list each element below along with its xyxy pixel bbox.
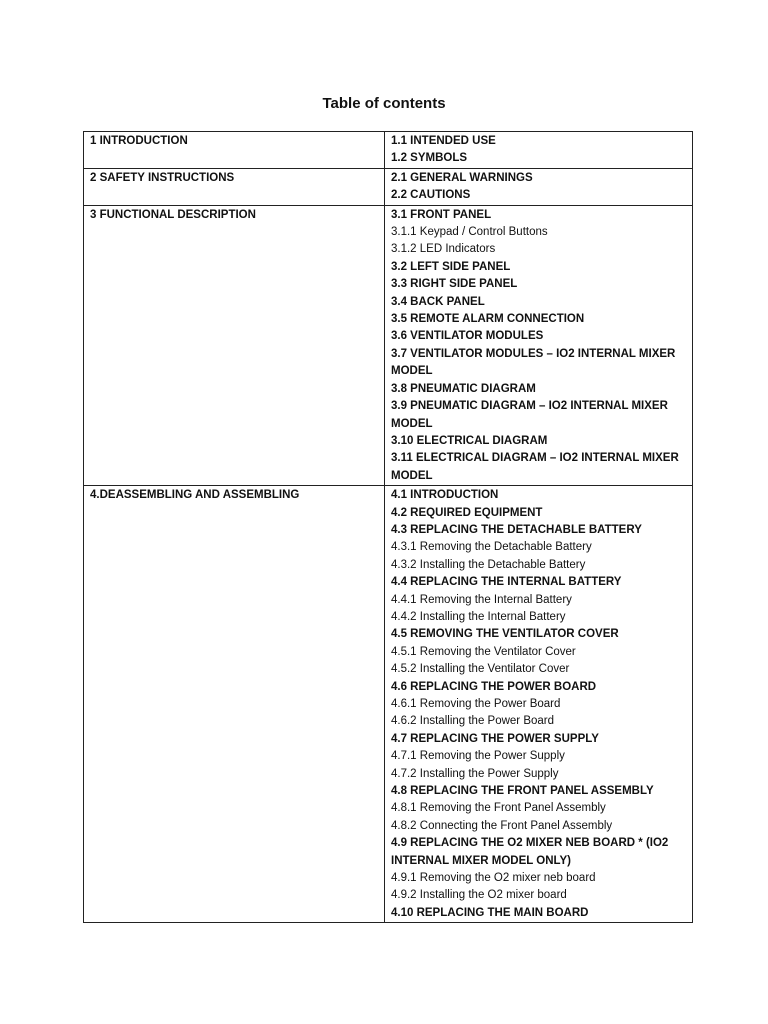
toc-table bbox=[83, 131, 693, 923]
toc-row bbox=[84, 132, 693, 169]
toc-entry: 4.4.1 Removing the Internal Battery bbox=[391, 593, 572, 606]
toc-entry: 2.1 GENERAL WARNINGS bbox=[391, 171, 533, 184]
toc-entry: 3.1 FRONT PANEL bbox=[391, 208, 492, 221]
toc-entry: 3.6 VENTILATOR MODULES bbox=[391, 330, 544, 343]
toc-entry: 4.8.1 Removing the Front Panel Assembly bbox=[391, 802, 606, 815]
toc-entry: 4.6.2 Installing the Power Board bbox=[391, 715, 555, 728]
toc-row bbox=[84, 486, 693, 923]
toc-section-heading: 3 FUNCTIONAL DESCRIPTION bbox=[84, 205, 385, 486]
page-title: Table of contents bbox=[322, 95, 446, 112]
toc-entry: 4.5.1 Removing the Ventilator Cover bbox=[391, 645, 576, 658]
toc-row bbox=[84, 168, 693, 205]
toc-entry: 4.6 REPLACING THE POWER BOARD bbox=[391, 680, 597, 693]
toc-entry: 4.9 REPLACING THE O2 MIXER NEB BOARD * (IO2 INTERNAL MIXER MODEL ONLY) bbox=[391, 837, 669, 867]
toc-entry: 4.9.2 Installing the O2 mixer board bbox=[391, 889, 567, 902]
toc-section-heading: 1 INTRODUCTION bbox=[84, 132, 385, 169]
toc-entry: 3.7 VENTILATOR MODULES – IO2 INTERNAL MIXER MODEL bbox=[391, 347, 676, 378]
toc-entry: 2.2 CAUTIONS bbox=[391, 189, 471, 202]
toc-entry: 4.1 INTRODUCTION bbox=[391, 489, 499, 502]
toc-subsection-list bbox=[385, 168, 693, 205]
toc-entry: 3.4 BACK PANEL bbox=[391, 295, 485, 308]
toc-section-heading: 4.DEASSEMBLING AND ASSEMBLING bbox=[84, 486, 385, 923]
toc-subsection-list bbox=[385, 132, 693, 169]
toc-body bbox=[84, 132, 693, 923]
toc-entry: 4.7 REPLACING THE POWER SUPPLY bbox=[391, 732, 599, 745]
toc-entry: 1.1 INTENDED USE bbox=[391, 135, 496, 147]
toc-entry: 4.3 REPLACING THE DETACHABLE BATTERY bbox=[391, 523, 642, 536]
toc-section-heading: 2 SAFETY INSTRUCTIONS bbox=[84, 168, 385, 205]
toc-entry: 4.3.1 Removing the Detachable Battery bbox=[391, 541, 592, 554]
toc-subsection-list bbox=[385, 205, 693, 486]
toc-entry: 4.5 REMOVING THE VENTILATOR COVER bbox=[391, 628, 619, 641]
toc-subsection-list bbox=[385, 486, 693, 923]
toc-entry: 3.1.1 Keypad / Control Buttons bbox=[391, 226, 548, 239]
toc-entry: 4.8.2 Connecting the Front Panel Assembly bbox=[391, 819, 613, 832]
toc-entry: 3.8 PNEUMATIC DIAGRAM bbox=[391, 382, 536, 395]
toc-entry: 4.7.1 Removing the Power Supply bbox=[391, 750, 565, 763]
toc-entry: 3.2 LEFT SIDE PANEL bbox=[391, 260, 511, 273]
toc-entry: 4.5.2 Installing the Ventilator Cover bbox=[391, 663, 570, 676]
toc-entry: 3.1.2 LED Indicators bbox=[391, 243, 496, 256]
toc-entry: 3.11 ELECTRICAL DIAGRAM – IO2 INTERNAL MIXER MODEL bbox=[391, 452, 679, 482]
toc-entry: 3.9 PNEUMATIC DIAGRAM – IO2 INTERNAL MIXER MODEL bbox=[391, 400, 668, 430]
toc-entry: 3.10 ELECTRICAL DIAGRAM bbox=[391, 434, 548, 447]
toc-entry: 4.7.2 Installing the Power Supply bbox=[391, 767, 559, 780]
toc-entry: 4.3.2 Installing the Detachable Battery bbox=[391, 558, 586, 571]
toc-row bbox=[84, 205, 693, 486]
toc-entry: 3.3 RIGHT SIDE PANEL bbox=[391, 278, 518, 291]
toc-entry: 4.8 REPLACING THE FRONT PANEL ASSEMBLY bbox=[391, 785, 654, 798]
toc-entry: 4.6.1 Removing the Power Board bbox=[391, 698, 561, 710]
toc-entry: 4.10 REPLACING THE MAIN BOARD bbox=[391, 906, 589, 919]
toc-entry: 1.2 SYMBOLS bbox=[391, 152, 468, 165]
toc-entry: 4.4.2 Installing the Internal Battery bbox=[391, 610, 566, 623]
toc-entry: 3.5 REMOTE ALARM CONNECTION bbox=[391, 313, 585, 326]
toc-entry: 4.9.1 Removing the O2 mixer neb board bbox=[391, 872, 596, 885]
toc-entry: 4.4 REPLACING THE INTERNAL BATTERY bbox=[391, 576, 622, 589]
toc-entry: 4.2 REQUIRED EQUIPMENT bbox=[391, 506, 543, 519]
